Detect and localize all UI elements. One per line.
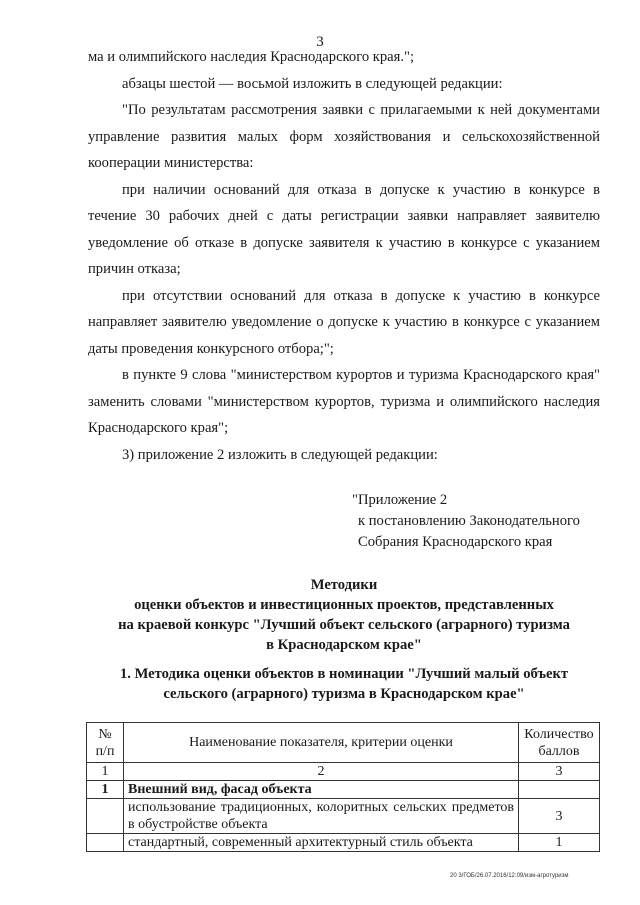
table-row	[87, 834, 600, 852]
appendix-line: "Приложение 2	[352, 492, 448, 508]
paragraph: в пункте 9 слова "министерством курортов и туризма Краснодарского края" заменить словами "министерством курортов, туризма и олимпийского наследия Краснодарского края";	[88, 367, 600, 436]
row-name: Внешний вид, фасад объекта	[124, 781, 519, 799]
row-score: 3	[519, 799, 600, 834]
footer-stamp: 20 3/ГОБ/26.07.2016/12:09/изм-агротуризм	[450, 873, 569, 879]
row-score	[519, 781, 600, 799]
column-number: 1	[87, 763, 124, 781]
row-score: 1	[519, 834, 600, 852]
title-line: на краевой конкурс "Лучший объект сельского (аграрного) туризма	[118, 617, 570, 633]
title-line: оценки объектов и инвестиционных проектов, представленных	[134, 597, 554, 613]
row-num: 1	[87, 781, 124, 799]
paragraph: "По результатам рассмотрения заявки с прилагаемыми к ней документами управление развития малых форм хозяйствования и сельскохозяйственной кооперации министерства:	[88, 102, 600, 171]
header-name: Наименование показателя, критерии оценки	[124, 723, 519, 763]
section-line: сельского (аграрного) туризма в Краснодарском крае"	[163, 686, 525, 702]
paragraph: 3) приложение 2 изложить в следующей редакции:	[122, 446, 438, 463]
table-header-row	[87, 723, 600, 763]
table-row	[87, 799, 600, 834]
appendix-line: Собрания Краснодарского края	[358, 534, 553, 550]
section-line: 1. Методика оценки объектов в номинации "Лучший малый объект	[119, 666, 569, 682]
title-line: в Краснодарском крае"	[266, 637, 422, 653]
paragraph: абзацы шестой — восьмой изложить в следующей редакции:	[122, 75, 503, 92]
document-title	[88, 575, 600, 655]
paragraph: при наличии оснований для отказа в допуске к участию в конкурсе в течение 30 рабочих дней с даты регистрации заявки направляет заявителю уведомление об отказе в допуске заявителя к участию в конкурсе с указанием причин отказа;	[88, 181, 600, 277]
column-number: 2	[124, 763, 519, 781]
title-line: Методики	[310, 577, 378, 593]
appendix-line: к постановлению Законодательного	[358, 513, 580, 529]
header-num: № п/п	[87, 723, 124, 763]
column-number: 3	[519, 763, 600, 781]
table-row	[87, 781, 600, 799]
column-number-row	[87, 763, 600, 781]
section-heading	[88, 664, 600, 704]
row-num	[87, 799, 124, 834]
paragraph: ма и олимпийского наследия Краснодарского края.";	[88, 49, 414, 65]
header-score: Количество баллов	[519, 723, 600, 763]
appendix-header	[352, 490, 580, 553]
paragraph: при отсутствии оснований для отказа в допуске к участию в конкурсе направляет заявителю уведомление о допуске к участию в конкурсе с указанием даты проведения конкурсного отбора;";	[88, 287, 600, 357]
row-name: использование традиционных, колоритных сельских предметов в обустройстве объекта	[124, 799, 519, 834]
body-text	[88, 44, 600, 468]
criteria-table	[86, 722, 600, 852]
page-number: 3	[316, 34, 324, 50]
row-num	[87, 834, 124, 852]
row-name: стандартный, современный архитектурный стиль объекта	[124, 834, 519, 852]
